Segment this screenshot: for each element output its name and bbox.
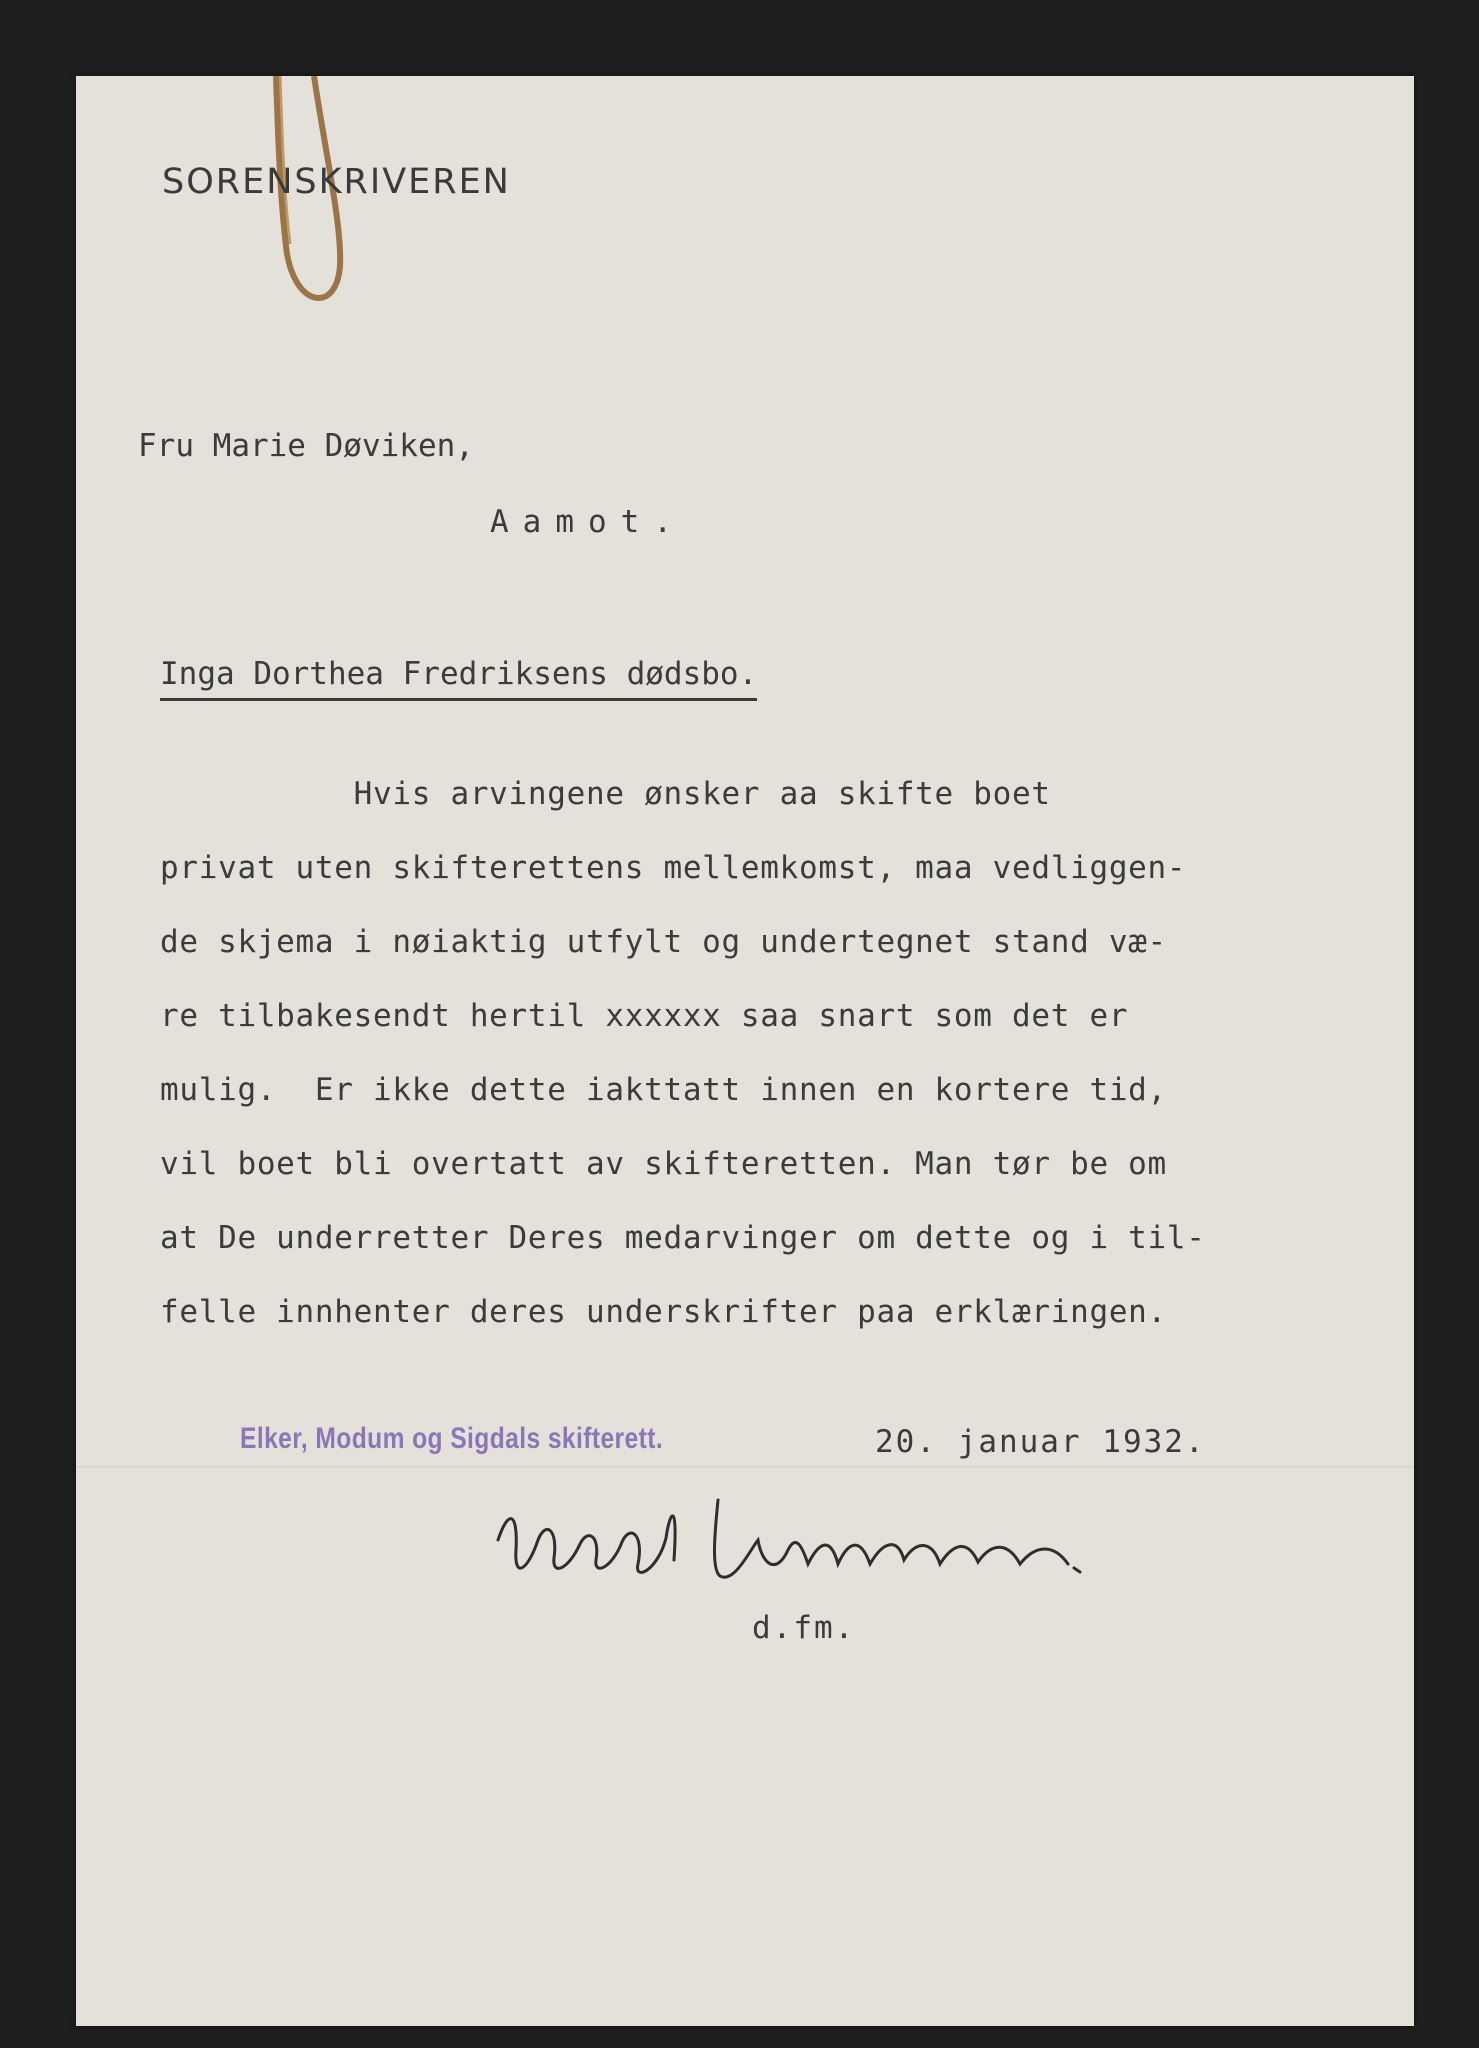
page-fold-line bbox=[76, 1466, 1414, 1469]
body-line: mulig. Er ikke dette iakttatt innen en kortere tid, bbox=[160, 1072, 1167, 1108]
body-line: Hvis arvingene ønsker aa skifte boet bbox=[160, 776, 1051, 812]
body-line: de skjema i nøiaktig utfylt og undertegnet stand væ- bbox=[160, 924, 1167, 960]
recipient-name: Fru Marie Døviken, bbox=[138, 428, 474, 464]
body-line: privat uten skifterettens mellemkomst, maa vedliggen- bbox=[160, 850, 1187, 886]
closing-abbreviation: d.fm. bbox=[752, 1610, 856, 1646]
letter-page bbox=[76, 76, 1414, 2026]
handwritten-signature bbox=[488, 1480, 1258, 1600]
body-line: re tilbakesendt hertil xxxxxx saa snart som det er bbox=[160, 998, 1129, 1034]
body-line: vil boet bli overtatt av skifteretten. Man tør be om bbox=[160, 1146, 1167, 1182]
body-line: felle innhenter deres underskrifter paa erklæringen. bbox=[160, 1294, 1167, 1330]
body-line: at De underretter Deres medarvinger om dette og i til- bbox=[160, 1220, 1206, 1256]
letterhead: SORENSKRIVEREN bbox=[162, 162, 511, 202]
letter-date: 20. januar 1932. bbox=[875, 1424, 1206, 1460]
court-stamp: Elker, Modum og Sigdals skifterett. bbox=[240, 1422, 664, 1455]
recipient-place: Aamot. bbox=[490, 504, 686, 540]
subject-line: Inga Dorthea Fredriksens dødsbo. bbox=[160, 656, 757, 701]
